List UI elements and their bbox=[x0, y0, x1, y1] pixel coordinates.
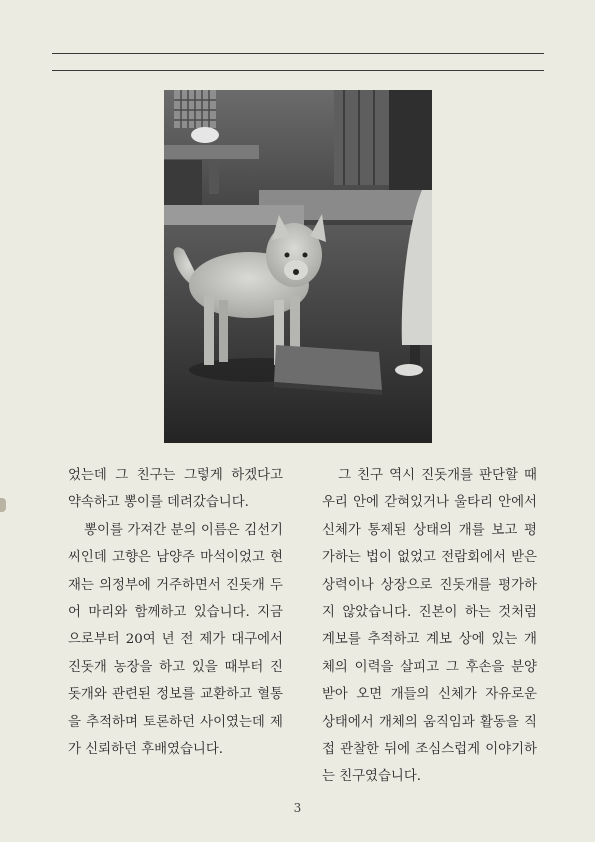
page-number: 3 bbox=[293, 801, 302, 815]
left-paragraph-1: 었는데 그 친구는 그렇게 하겠다고 약속하고 뽕이를 데려갔습니다. bbox=[68, 468, 283, 511]
top-rule bbox=[52, 53, 544, 54]
left-column bbox=[68, 462, 283, 763]
top-rule-second bbox=[52, 70, 544, 71]
page-edge-mark bbox=[0, 498, 6, 512]
right-column bbox=[322, 462, 537, 791]
right-paragraph-1: 그 친구 역시 진돗개를 판단할 때 우리 안에 갇혀있거나 울타리 안에서 신체가 통제된 상태의 개를 보고 평가하는 법이 없었고 전람회에서 받은 상력이나 상장으로 진돗개를 평가하지 않았습니다. 진본이 하는 것처럼 계보를 추적하고 계보 상에 있는 개체의 이력을 살피고 그 후손을 분양받아 오면 개들의 신체가 자유로운 상태에서 개체의 움직임과 활동을 직접 관찰한 뒤에 조심스럽게 이야기하는 친구였습니다. bbox=[322, 468, 537, 785]
dog-photo bbox=[164, 90, 432, 443]
left-paragraph-2: 뽕이를 가져간 분의 이름은 김선기 씨인데 고향은 남양주 마석이었고 현재는 의정부에 거주하면서 진돗개 두어 마리와 함께하고 있습니다. 지금으로부터 20여 년 전 제가 대구에서 진돗개 농장을 하고 있을 때부터 진돗개와 관련된 정보를 교환하고 혈통을 추적하며 토론하던 사이였는데 제가 신뢰하던 후배였습니다. bbox=[68, 522, 283, 758]
